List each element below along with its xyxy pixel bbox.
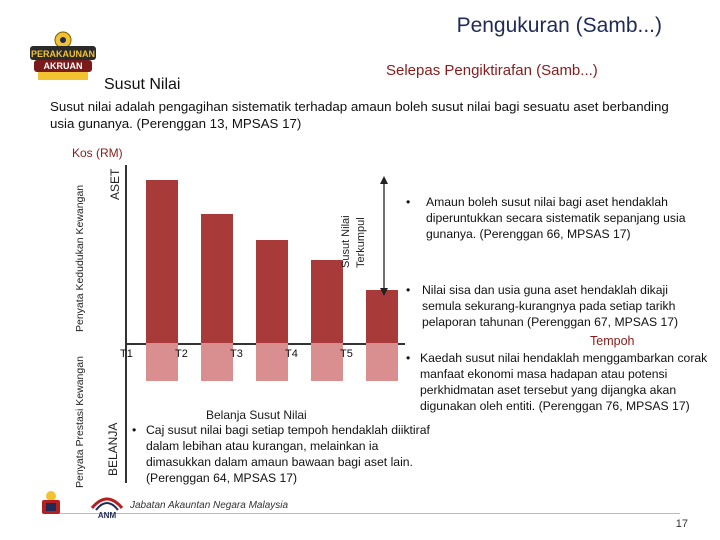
expense-bar-t4 [311,343,343,381]
asset-bar-t4 [311,260,343,343]
asset-bar-t3 [256,240,288,343]
svg-text:PERAKAUNAN: PERAKAUNAN [30,49,96,59]
depreciation-expense-caption: Belanja Susut Nilai [206,408,307,422]
accumulated-depreciation-label-1: Susut Nilai [340,215,352,268]
accumulated-depreciation-arrow [378,176,390,296]
page-number: 17 [675,518,688,530]
accumulated-depreciation-label-2: Terkumpul [355,217,367,268]
aset-label: ASET [108,168,122,200]
lower-axis-line [125,343,127,483]
tick-t1: T1 [120,348,133,360]
svg-text:ANM: ANM [97,511,117,520]
intro-paragraph: Susut nilai adalah pengagihan sistematik terhadap amaun boleh susut nilai bagi sesuatu aset berbanding usia gunanya. (Perenggan 13, MPSAS 17) [50,99,669,131]
cost-axis-label: Kos (RM) [72,146,123,160]
anm-logo [88,488,126,520]
tick-t4: T4 [285,348,298,360]
financial-position-label: Penyata Kedudukan Kewangan [74,184,86,332]
crest-logo [36,488,66,518]
bullet-icon: • [406,351,411,365]
belanja-label: BELANJA [106,422,120,476]
period-label: Tempoh [590,334,635,348]
tick-t5: T5 [340,348,353,360]
asset-bar-t5 [366,290,398,343]
bullet-3-text: Kaedah susut nilai hendaklah menggambarkan corak manfaat ekonomi masa hadapan atau potensi perkhidmatan aset tersebut yang dijangka akan digunakan oleh entiti. (Perenggan 76, MPSAS 17) [420,351,708,413]
bullet-icon: • [406,195,411,209]
bullet-icon: • [406,283,411,297]
tick-t3: T3 [230,348,243,360]
perakaunan-akruan-logo [28,30,98,92]
expense-bar-t3 [256,343,288,381]
asset-bar-t2 [201,214,233,343]
expense-bar-t1 [146,343,178,381]
bullet-4-text: Caj susut nilai bagi setiap tempoh hendaklah diiktiraf dalam lebihan atau kurangan, melainkan ia dimasukkan dalam amaun bawaan bagi aset lain. (Perenggan 64, MPSAS 17) [146,423,430,485]
financial-performance-label: Penyata Prestasi Kewangan [74,356,86,488]
bullet-2 [406,282,690,330]
expense-bar-t2 [201,343,233,381]
upper-axis-line [125,165,127,343]
bullet-4 [132,422,444,486]
bullet-3 [406,350,710,414]
bullet-2-text: Nilai sisa dan usia guna aset hendaklah dikaji semula sekurang-kurangnya pada setiap tarikh pelaporan tahunan (Perenggan 67, MPSAS 17) [422,283,679,329]
footer-divider [50,513,680,514]
bullet-1 [406,194,686,242]
bullet-1-text: Amaun boleh susut nilai bagi aset hendaklah diperuntukkan secara sistematik sepanjang usia gunanya. (Perenggan 66, MPSAS 17) [426,195,686,241]
section-subtitle: Selepas Pengiktirafan (Samb...) [386,62,598,79]
page-title: Pengukuran (Samb...) [456,14,662,37]
svg-text:AKRUAN: AKRUAN [43,61,83,71]
bullet-icon: • [132,423,137,437]
topic-title: Susut Nilai [104,76,181,93]
tick-t2: T2 [175,348,188,360]
expense-bar-t5 [366,343,398,381]
footer-organization: Jabatan Akauntan Negara Malaysia [130,500,289,511]
asset-bar-t1 [146,180,178,343]
